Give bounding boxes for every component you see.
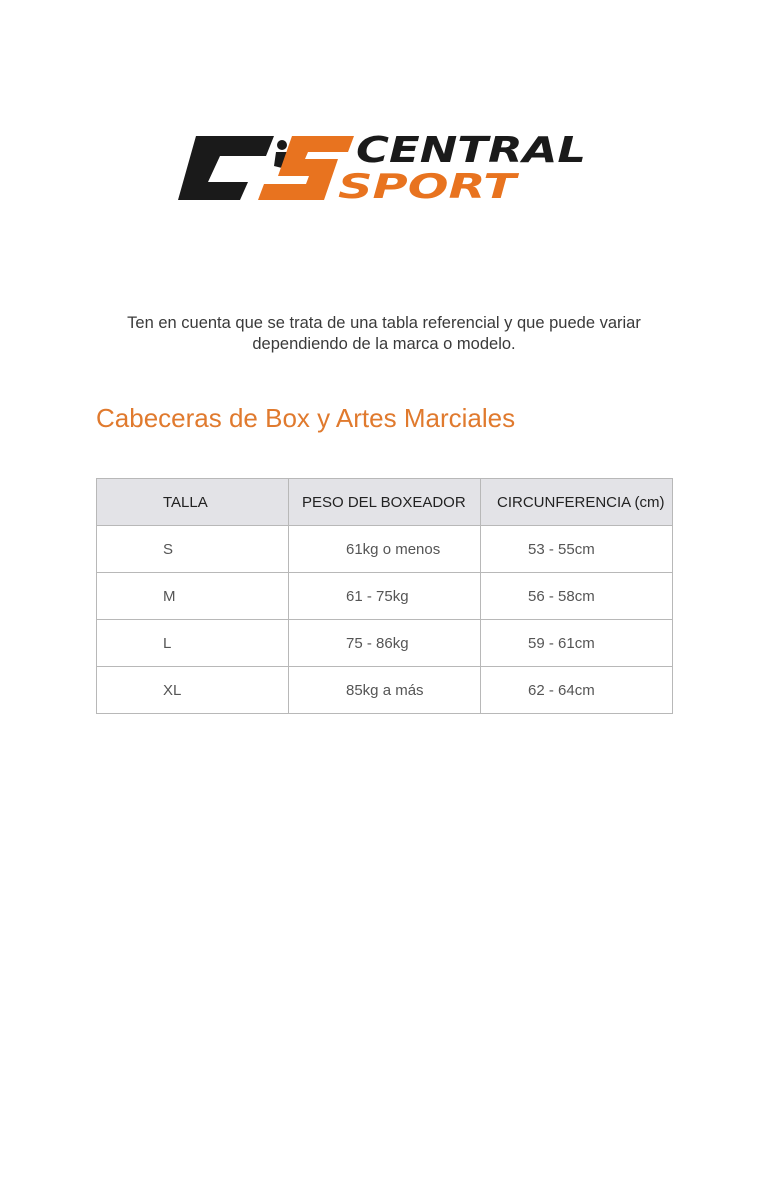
cell-talla: XL (97, 667, 289, 714)
central-sport-logo (178, 128, 590, 206)
header-talla: TALLA (97, 479, 289, 526)
table-row (97, 620, 673, 667)
table-row (97, 667, 673, 714)
disclaimer-note (60, 313, 708, 355)
cell-talla: S (97, 526, 289, 573)
cell-circunferencia: 56 - 58cm (481, 573, 673, 620)
table-row (97, 526, 673, 573)
cell-talla: L (97, 620, 289, 667)
size-chart-table (96, 478, 673, 714)
cell-circunferencia: 53 - 55cm (481, 526, 673, 573)
cell-peso: 75 - 86kg (289, 620, 481, 667)
cell-circunferencia: 62 - 64cm (481, 667, 673, 714)
section-title: Cabeceras de Box y Artes Marciales (96, 403, 516, 433)
cell-circunferencia: 59 - 61cm (481, 620, 673, 667)
cell-peso: 61kg o menos (289, 526, 481, 573)
logo-wordmark-central: CENTRAL (356, 130, 586, 171)
header-circunferencia: CIRCUNFERENCIA (cm) (481, 479, 673, 526)
table-row (97, 573, 673, 620)
table-header-row (97, 479, 673, 526)
cell-peso: 85kg a más (289, 667, 481, 714)
logo-wordmark-sport: SPORT (338, 167, 520, 206)
cell-talla: M (97, 573, 289, 620)
disclaimer-line-1: Ten en cuenta que se trata de una tabla referencial y que puede variar (127, 314, 641, 332)
header-peso: PESO DEL BOXEADOR (289, 479, 481, 526)
disclaimer-line-2: dependiendo de la marca o modelo. (252, 335, 516, 353)
cell-peso: 61 - 75kg (289, 573, 481, 620)
